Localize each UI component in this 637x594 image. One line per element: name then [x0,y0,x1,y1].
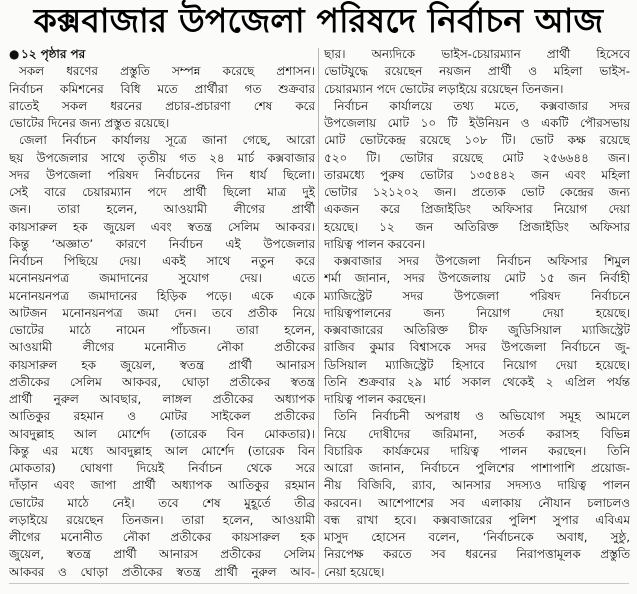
text-line: আতিকুর রহমান ও মোটর সাইকেল প্রতীকের [9,409,315,424]
text-line: ভোটার ১২১২০২ জন। প্রত্যেক ভোট কেন্দ্রের জন্য [324,185,630,199]
text-line: আবদুল্লাহ আল মোর্শেদ (তারেক বিন মোকতার)। [9,426,315,441]
text-line: ভোটের মাঠে নামেন পাঁচজন। তারা হলেন, [9,323,315,337]
text-line: প্রার্থী নুরুল আবছার, লাঙ্গল প্রতীকের অধ্যাপক [9,392,315,406]
text-line: তিনি নির্বাচনী অপরাধ ও অভিযোগ সমূহ আমলে [334,409,630,424]
text-line: বন্ধ রাখা হবে। কক্সবাজারের পুলিশ সুপার এবিএম [324,512,630,527]
text-line: দাঁড়ান এবং জাপা প্রার্থী অধ্যাপক আতিকুর রহমান [9,478,315,493]
right-column-text [324,46,630,581]
text-line: মনোনয়নপত্র জমাদানের হিড়িক পড়ে। একে একে [9,288,315,303]
text-line: দায়িত্বপালনের জন্য নিয়োগ দেয়া হয়েছে। [324,305,630,320]
text-line: নিয়ে দোষীদের জরিমানা, সতর্ক করাসহ বিভিন্ন [324,426,630,441]
text-line: উপজেলায় মোট ১০ টি ইউনিয়ন ও একটি পৌরসভায় [324,116,630,130]
text-line: সেই বারে চেয়ারম্যান পদে প্রার্থী ছিলো মাত্র দুই [9,185,315,199]
text-line: রাজিব কুমার বিশ্বাসকে সদর উপজেলা নির্বাচনে জু- [324,340,630,355]
bullet-icon: ● [9,47,20,61]
text-line: চেয়ারম্যান পদে ভোটের লড়াইয়ে রয়েছেন তিনজন। [324,81,564,96]
text-line: তিনি শুক্রবার ২৯ মার্চ সকাল থেকেই ২ এপ্রিল পর্যন্ত [324,374,630,389]
column-divider [318,48,319,578]
text-line: আকবর ও ঘোড়া প্রতীকের স্বতন্ত্র প্রার্থী নুরুল আব- [9,564,315,579]
text-line: ম্যাজিস্ট্রেট সদর উপজেলা পরিষদ নির্বাচনে [324,288,630,303]
text-line: ডিসিয়াল ম্যাজিস্ট্রেট হিসাবে নিয়োগ দেয়া হয়েছে। [324,357,630,372]
text-line: নীয় বিজিবি, র‌্যাব, আনসার সদস্যও দায়িত্ব পালন [324,478,630,493]
text-line: জুয়েল, স্বতন্ত্র প্রার্থী আনারস প্রতীকের সেলিম [9,547,315,562]
text-line: রাতেই সকল ধরনের প্রচার-প্রচারণা শেষ করে [9,98,315,113]
text-line: কিন্তু ‘অজ্ঞাত’ কারণে নির্বাচন এই উপজেলার [9,236,315,251]
text-line: নির্বাচন কার্যালয়ে তথ্য মতে, কক্সবাজার সদর [334,98,630,113]
text-line: দায়িত্ব পালন করবেন। [324,236,426,251]
left-column-text [9,63,315,581]
continued-marker [9,46,315,63]
text-line: কিন্তু এর মধ্যে আবদুল্লাহ আল মোর্শেদ (তারেক বিন [9,443,315,458]
text-line: জেলা নির্বাচন কার্যালয় সূত্রে জানা গেছে, আরো [19,133,315,148]
text-line: কায়সারুল হক জুয়েল, স্বতন্ত্র প্রার্থী আনারস [9,357,315,372]
text-line: লড়াইয়ে রয়েছেন তিনজন। তারা হলেন, আওয়ামী [9,512,315,527]
text-line: নির্বাচন কমিশনের বিধি মতে প্রার্থীরা গত শুক্রবার [9,81,315,96]
text-line: ছার। অন্যদিকে ভাইস-চেয়ারম্যান প্রার্থী হিসেবে [324,47,630,61]
text-line: দায়িত্ব পালন করছেন। [324,392,426,406]
article-headline: কক্সবাজার উপজেলা পরিষদে নির্বাচন আজ [33,1,604,40]
text-line: জন। তারা হলেন, আওয়ামী লীগের প্রার্থী [9,202,315,217]
text-line: বিচারিক কার্যক্রমের দায়িত্ব পালন করছেন। তিনি [324,443,630,458]
text-line: ৫২০ টি। ভোটার রয়েছে মোট ২৫৬৬৪৪ জন। [324,150,630,165]
text-line: একজন করে প্রিজাইডিং অফিসার নিয়োগ দেয়া [324,202,630,217]
text-line: আটজন মনোনয়নপত্র জমা দেন। তবে প্রতীক নিয়ে [9,305,315,320]
text-line: ভোটের মাঠে নেই। তবে শেষ মুহূর্তে তীব্র [9,495,315,510]
text-line: মাসুদ হোসেন বলেন, ‘নির্বাচনকে অবাধ, সুষ্ঠু, [324,530,630,544]
text-line: ভোটযুদ্ধে রয়েছেন নয়জন প্রার্থী ও মহিলা ভাইস- [324,64,630,79]
text-line: সকল ধরণের প্রস্তুতি সম্পন্ন করেছে প্রশাসন। [19,64,315,79]
text-line: নিরপেক্ষ করতে সব ধরনের নিরাপত্তামূলক প্রস্তুতি [324,547,630,562]
text-line: শর্মা জানান, সদর উপজেলায় মোট ১৫ জন নির্বাহী [324,271,630,286]
text-line: তারমধ্যে পুরুষ ভোটার ১৩৫৪৪২ জন এবং মহিলা [324,167,630,182]
right-column [324,46,630,586]
text-line: হয়েছে। ১২ জন অতিরিক্ত প্রিজাইডিং অফিসার [324,219,630,234]
left-column [9,46,315,586]
text-line: কক্সবাজারের অতিরিক্ত চীফ জুডিসিয়াল ম্যাজিস্ট্রেট [324,323,630,337]
text-line: মনোনয়নপত্র জমাদানের সুযোগ দেয়। এতে [9,271,315,286]
text-line: আওয়ামী লীগের মনোনীত নৌকা প্রতীকের [9,340,315,355]
text-line: মোকতার) ঘোষণা দিয়েই নির্বাচন থেকে সরে [9,461,315,475]
text-line: নেয়া হয়েছে। [324,564,385,579]
text-line: আরো জানান, নির্বাচনে পুলিশের পাশাপাশি প্রয়োজ- [324,461,630,475]
bottom-rule [9,583,629,584]
text-line: মোট ভোটকেন্দ্র রয়েছে ১০৮ টি। ভোট কক্ষ রয়েছে [324,133,630,148]
text-line: কক্সবাজার সদর উপজেলা নির্বাচন অফিসার শিমুল [334,254,630,268]
text-line: প্রতীকের সেলিম আকবর, ঘোড়া প্রতীকের স্বতন্ত্র [9,374,315,389]
text-line: ছয় উপজেলার সাথে তৃতীয় গত ২৪ মার্চ কক্সবাজার [9,150,315,165]
text-line: নির্বাচন পিছিয়ে দেয়। একই সাথে নতুন করে [9,254,315,268]
continued-label: ১২ পৃষ্ঠার পর [21,47,86,61]
text-line: কায়সারুল হক জুয়েল এবং স্বতন্ত্র সেলিম আকবর। [9,219,315,234]
text-line: লীগের মনোনীত নৌকা প্রতীকের কায়সারুল হক [9,530,315,544]
text-line: ভোটের দিনের জন্য প্রস্তুত রয়েছে। [9,116,170,130]
text-line: করবেন। আশেপাশের সব এলাকায় নৌযান চলাচলও [324,495,630,510]
text-line: সদর উপজেলা পরিষদ নির্বাচনের দিন ধার্য ছিলো। [9,167,315,182]
